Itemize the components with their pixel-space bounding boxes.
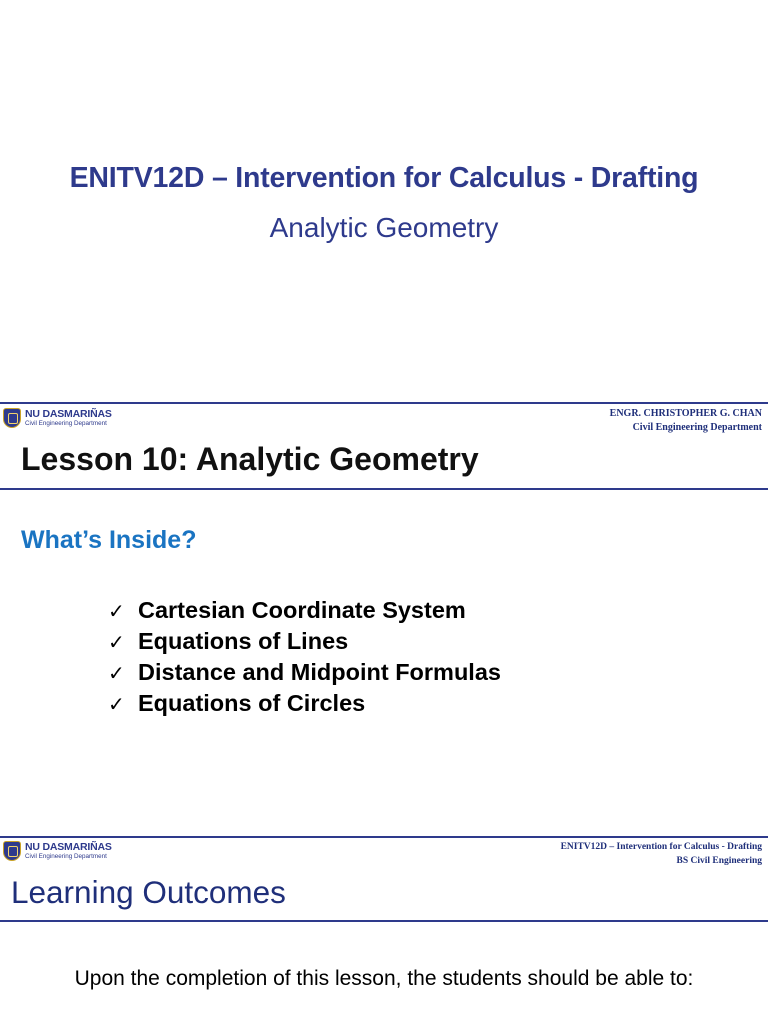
logo-dept: Civil Engineering Department (25, 852, 107, 860)
list-item: ✓ Equations of Circles (108, 688, 501, 719)
list-item: ✓ Distance and Midpoint Formulas (108, 657, 501, 688)
logo-name: NU DASMARIÑAS (25, 408, 112, 421)
nu-logo (3, 408, 112, 428)
nu-seal-icon (3, 408, 21, 428)
course-title: ENITV12D – Intervention for Calculus - Drafting (69, 162, 699, 194)
nu-logo (3, 841, 112, 861)
lesson-title: Lesson 10: Analytic Geometry (21, 441, 479, 477)
header-rule-top (0, 836, 768, 838)
program-name: BS Civil Engineering (676, 856, 762, 866)
course-subtitle: Analytic Geometry (269, 212, 499, 243)
topic-list (108, 595, 501, 719)
check-icon: ✓ (108, 692, 125, 716)
outcomes-slide (0, 836, 768, 1024)
header-rule-top (0, 402, 768, 404)
check-icon: ✓ (108, 630, 125, 654)
instructor-name: ENGR. CHRISTOPHER G. CHAN (609, 408, 762, 419)
check-icon: ✓ (108, 661, 125, 685)
course-name: ENITV12D – Intervention for Calculus - Drafting (560, 842, 762, 852)
nu-seal-icon (3, 841, 21, 861)
title-rule (0, 488, 768, 490)
list-item: ✓ Cartesian Coordinate System (108, 595, 501, 626)
list-item: ✓ Equations of Lines (108, 626, 501, 657)
logo-dept: Civil Engineering Department (25, 419, 107, 427)
logo-name: NU DASMARIÑAS (25, 841, 112, 854)
section-heading: What’s Inside? (21, 526, 197, 554)
check-icon: ✓ (108, 599, 125, 623)
outcomes-title: Learning Outcomes (11, 874, 286, 910)
header-course (561, 840, 762, 868)
header-instructor (610, 407, 762, 435)
title-rule (0, 920, 768, 922)
instructor-dept: Civil Engineering Department (632, 422, 762, 433)
lesson-slide (0, 401, 768, 821)
outcomes-intro: Upon the completion of this lesson, the students should be able to: (74, 967, 694, 990)
title-slide (0, 0, 768, 390)
